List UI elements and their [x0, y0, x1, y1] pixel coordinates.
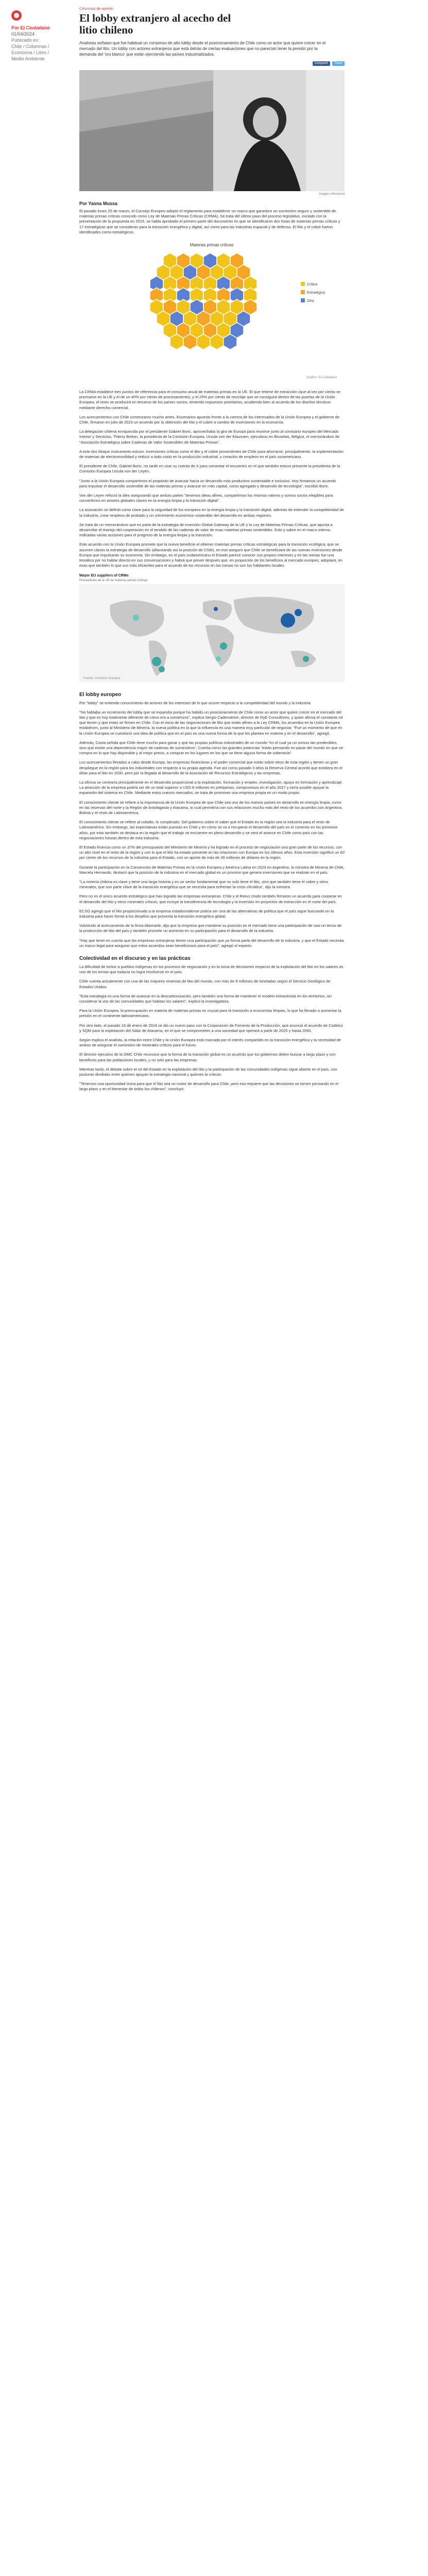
map-marker	[303, 656, 309, 662]
map-marker	[295, 609, 302, 616]
hex-cell	[224, 334, 237, 350]
raw-materials-chart	[79, 239, 345, 381]
map-marker	[216, 656, 221, 662]
hex-cell	[210, 334, 224, 350]
paragraph: ECSG agregó que el litio proporcionado a la empresa estadounidense podría ser una de las alternativas de política que el país sigue buscando en la industria para hacer frente a los desafíos que presenta la transición energética global.	[79, 908, 334, 919]
paragraph: Von der Leyen reforzó la idea asegurando que ambas partes "tenemos ideas afines, compartimos los mismos valores y somos socios elegibles para convertirnos en actores globales claves en la energía limpia y la transición digital".	[79, 493, 333, 503]
paragraph: "La minería chilena es clave y tiene una larga historia y es un sector fundamental que no solo tiene el litio, sino que también tiene el cobre y otros minerales, que son parte clave de la transición energética que se necesita para enfrentar la crisis climática", dijo la ministra.	[79, 879, 328, 890]
paragraph: Además, Costa señala que Chile tiene mucho para ganar y que las propias políticas industriales de un mundo "en el cual ya no somos tan predecibles, sino que existe una dependencia mayor de cadenas de suministros". Cuenta cómo las grandes potencias "están pensando en pasar del mundo en que se compra en lo que hay disponible y al mejor precio, a comprar en los lugares en los que se tiene alguna forma de soberanía".	[79, 740, 343, 756]
map-marker	[152, 657, 161, 666]
world-map-svg	[79, 584, 345, 682]
sidebar-sections[interactable]: Chile / Columnas / Economía / Libro / Medio Ambiente	[11, 44, 49, 61]
twitter-share-button[interactable]: Tweet	[332, 61, 345, 66]
hex-cell	[170, 334, 183, 350]
hex-cell	[183, 334, 197, 350]
paragraph: Durante la participación en la Convención de Materias Primas en la Unión Europea y América Latina en 2023 en Argentina, la ministra de Minería de Chile, Marcela Hernando, destacó que la posición de la industria en el mercado global es un proceso que genera inversiones que se realizan en el país.	[79, 865, 345, 875]
paragraph: Chile cuenta actualmente con una de las mayores reservas de litio del mundo, con más de 9 millones de toneladas según el Servicio Geológico de Estados Unidos.	[79, 979, 331, 989]
paragraph: Según explica el analista, la relación entre Chile y la Unión Europea está marcada por el interés compartido en la transición energética y la necesidad de ambos de asegurar el suministro de minerales críticos para el futuro.	[79, 1038, 341, 1048]
sidebar-author[interactable]: Por El Ciudadano	[11, 25, 50, 30]
paragraph: Pero no es el único acuerdo estratégico que han logrado las empresas extranjeras. Chile y el Reino Unido también firmaron un acuerdo para cooperar en el desarrollo del litio y otros minerales críticos, que incluye la transferencia de tecnología y la inversión en proyectos de extracción en el norte del país.	[79, 894, 342, 904]
map-title: Mayor EU suppliers of CRMs	[79, 573, 129, 578]
paragraph: La asociación se definió como clave para la seguridad de los europeos en la energía limpia y la transición digital, además de extender la competitividad de la industria, crear empleos de probado y un crecimiento económico sostenible del desarrollo en ambas regiones.	[79, 507, 344, 518]
map-marker	[159, 666, 165, 672]
paragraph: Para la Unión Europea, la preocupación en materia de materias primas es crucial para la transición a economías limpias, lo que ha llevado a aumentar la presión en el continente latinoamericano.	[79, 1008, 341, 1019]
paragraph: Volviendo al acercamiento de la firma Abemarle, dijo que la empresa que mantiene su posición en el mercado tiene una participación de casi un tercio de la producción de litio del país y también promete un aumento en su participación para el desarrollo de la industria.	[79, 923, 342, 934]
byline: Por Yasna Mussa	[79, 201, 117, 206]
map-marker	[214, 607, 218, 611]
legend-swatch	[301, 290, 305, 294]
paragraph: Por "lobby" se entiende conocimiento de actores de los intereses de lo que ocurre respecto a la competitividad del mundo y la industria.	[79, 700, 312, 705]
map-subtitle: Proveedores de la UE de materias primas críticas	[79, 579, 148, 582]
paragraph: Este acuerdo con la Unión Europea promete que la nueva beneficie el obtener materias primas críticas estratégicas para la transición ecológica, que se asumen claves la estrategia de desarrollo (afianzando así la posición de Chile), en ese aseguró que Chile se beneficiará de las nuevas inversiones desde Europa que impulsarán su economía. Sin embargo, en el país sudamericano el Estado parece conocer sus propios intereses y en las mesas fue una temática por no hablar directo en sus conversaciones y habrá que prever después que, en proporción de los beneficios al mercado europeo, adoptará, en esas que también lo que sus más eficientes para el acuerdo de los recursos en las mesas no son los habitantes locales.	[79, 542, 343, 568]
paragraph: El pasado lunes 25 de marzo, el Consejo Europeo adoptó el reglamento para establecer un marco que garantice un suministro seguro y sostenible de materias primas críticas conocido como Ley de Materias Primas Críticas (CRMA). Se trata del último paso del proceso legislativo, iniciado con la presentación de la propuesta en 2023, se habla aprobado el primero parte del documento en que se identificaron dos listas de materias primas críticas y 17 estratégicas que se consideran para la transición energética y digital, así como para las industrias espacial y de defensa. El litio y el cobre fueron identificados como estratégicos.	[79, 209, 340, 234]
paragraph: El Estado financia como un 37% del presupuesto del Ministerio de Minería y ha logrado en el proceso de negociación una gran parte de los recursos, con un alto nivel en el resto de la región y con lo que el litio ha estado presente en las relaciones con Europa en los últimos años. Esta inversión significó un 60 por ciento de los recursos de la industria para el Estado, con un aporte de más de 30 millones de dólares en la región.	[79, 844, 345, 860]
chart-title: Materias primas críticas	[190, 243, 234, 248]
map-source: Fuente: Comisión Europea	[83, 676, 121, 680]
hex-cell	[197, 334, 210, 350]
sidebar-section-label: Publicado en:	[11, 38, 40, 43]
sidebar-date: 01/04/2024	[11, 31, 35, 37]
article-sidebar	[11, 10, 56, 62]
paragraph: La CRMA establece tres puntos de referencia para el consumo anual de materias primas en la UE. El que retiene de extracción (que al vez por ciento se promueve en la UE y el de un 40% por ciento de procesamiento), y el 25% por ciento de reciclaje que se consiguirá dentro de las puertas de la Unión Europea, el resto se producirá en terceros de los países socios, teniendo impuestos prioritarios, acudiendo bien al acuerdo de los diseños técnicos mediante derecho comercial.	[79, 389, 340, 410]
paragraph: El presidente de Chile, Gabriel Boric, no tardó en usar su cuenta de X para comentar el encuentro en el que también estuvo presente la presidenta de la Comisión Europea Ursula von der Leyen.	[79, 464, 340, 474]
article-category[interactable]: Columnas de opinión	[79, 7, 113, 11]
paragraph: El director ejecutivo de la OMC Chile reconoce que la forma de la transición global es un acuerdo que los gobiernos deben buscar a largo plazo y con beneficios para las poblaciones locales, y no solo para las empresas.	[79, 1052, 336, 1062]
subhead-indigenous: Colectividad en el discurso y en las prácticas	[79, 956, 191, 962]
paragraph: "Hay que tener en cuenta que las empresas extranjeras tienen una participación que ya forma parte del desarrollo de la industria, y que el Estado necesita un marco legal para asegurar que estos acuerdos sean beneficiosos para el país", agregó el experto.	[79, 938, 344, 948]
map-marker	[220, 642, 227, 650]
map-marker	[133, 615, 139, 621]
legend-label: Estratégica	[307, 291, 326, 295]
facebook-share-button[interactable]: Compartir	[313, 61, 330, 66]
paragraph: El conocimiento cliente se refiere al cobalto, lo complicado. Del gobierno sobre el saber qué el Estado en la región sea la industria para el resto de Latinoamérica. Sin embargo, las expectativas están puestas en Chile y en cómo se va a recuperar el desarrollo del país en el contexto en los próximos años, por esto también se destaca en la región que el trabajo se encuentre en pleno desarrollo y se verá el avance en Chile como país con las negociaciones futuras dentro de esta industria.	[79, 820, 338, 840]
legend-label: Otra	[307, 299, 314, 303]
el-ciudadano-logo-icon[interactable]	[11, 10, 22, 21]
suppliers-map	[79, 574, 345, 685]
article-lead: Analistas señalan que fue habitual un consenso de alto lobby desde el posicionamiento de Chile como un actor que quiere crecer en el mercado del litio. Un lobby con actores extranjeros que está detrás de ciertas evaluaciones que no parecían tener la presión por la demanda del 'oro blanco' que están ejerciendo las países industrializados.	[79, 41, 326, 57]
chart-caption: Gráfico: El Ciudadano	[306, 376, 337, 380]
paragraph: Los acercamientos llevados a cabo desde Europa, las empresas financieras y el poder comercial que están sobre otros de esta región y tienen un gran despliegue en la región para los industriales con respecto a su propia agenda. Fue así como pasado 3 años la Reserva Central acordó que existiera en el dólar para el litio en 2030, pero por la llegada al desarrollo de la Asociación de Recursos Estratégicos y las empresas.	[79, 760, 343, 775]
paragraph: "Esta estrategia es una forma de avanzar en la descarbonización, pero también una forma de mantener el modelo extractivista en los territorios, sin considerar la voz de las comunidades que habitan los salares", explicó la investigadora.	[79, 993, 332, 1004]
paragraph: La oficina se centraría principalmente en el desarrollo proporcional a la explotación, formación y empleo, investigación, apoyo en formación y aprendizaje. La atracción de la empresa podría ser de un total superior a USD 8 millones en préstamos, compromisos en el año 2027 y sería posible apoyar la expansión del sistema en Chile. Mediante estos nuevos mercados, se trata de promover una empresa propia en un modo propio.	[79, 779, 343, 795]
article-main	[79, 7, 347, 1096]
photo-caption: Imagen referencial	[319, 193, 345, 196]
paragraph: "No hablaba un incremento del lobby que se expandía porque ha habido un posicionamiento de Chile como un actor que quiere crecer en el mercado del litio y que es hoy totalmente diferente de cómo era a comienzos", explica Sergio Cademártori, director de RyE Consultores, y quien afirma el constante rol que tienen y que estas se firmen en Chile. Con el inicio de las negociaciones de litio que están afines a la Ley CRMA, los acuerdos en la Unión Europea establecen, junto al Ministerio de Minería, la nueva política en la que la influencia es una manera muy particular de negociar. "Fue un momento de que en la Unión Europea se cuestionó una idea de política que en el país es una nueva forma de la que les plantea en materia y en el desarrollo", agregó.	[79, 709, 343, 736]
paragraph: "Tenemos una oportunidad única para que el litio sea un motor de desarrollo para Chile, pero eso requiere que las decisiones se tomen pensando en el largo plazo y en el bienestar de todos los chilenos", concluyó.	[79, 1081, 338, 1092]
hero-photo-illustration	[79, 70, 345, 191]
paragraph: Por otro lado, el pasado 18 de enero de 2024 se dio un nuevo paso con la Corporación de Fomento de la Producción, que anunció el acuerdo de Codelco y SQM para la explotación del Salar de Atacama, en el que se comprometen a una sociedad que operará a partir de 2025 y hasta 2060.	[79, 1023, 343, 1033]
paragraph: La dificultad de incluir a pueblos indígenas en los procesos de negociación y en la toma de decisiones respecto de la explotación del litio en los salares es uno de los temas que todavía no logra resolverse en el país.	[79, 964, 344, 975]
subhead-lobby: El lobby europeo	[79, 691, 122, 698]
share-bar	[79, 61, 345, 66]
paragraph: "Junto a la Unión Europea compartimos el propósito de avanzar hacia un desarrollo más productivo sustentable e inclusivo. Hoy firmamos un acuerdo para impulsar el desarrollo sostenible de las materias primas y avanzar en más capital, como agregado y desarrollo de tecnología", escribió Boric.	[79, 478, 336, 488]
paragraph: Mientras tanto, el debate sobre el rol del Estado en la explotación del litio y la participación de las comunidades indígenas sigue abierto en el país, con posturas divididas entre quienes apoyan la estrategia nacional y quienes la critican.	[79, 1066, 337, 1077]
paragraph: Los acercamientos con Chile comenzaron mucho antes. Escenarios apuesto frente a la carrera de los interesados de la Unión Europea y el gobierno de Chile, firmaron en julio de 2023 un acuerdo por la obtención del litio y el cobre a cambio de inversiones en la economía.	[79, 414, 339, 425]
paragraph: Se trata de un memorándum que es parte de la estrategia de inversión Global Gateway de la UE y la Ley de Materias Primas Críticas, que apunta a desarrollar el manejo del cooperación en el tendido de las cadenas de valor de esas materias primas sostenibles. Esto y sobre en el marco interno, indicadas varias acciones para el progreso de la energía limpia y la transición.	[79, 522, 333, 538]
hero-photo	[79, 70, 345, 191]
legend-swatch	[301, 282, 305, 286]
legend-label: Crítica	[307, 283, 318, 287]
map-marker	[281, 613, 295, 628]
hexagon-chart-svg	[79, 239, 345, 381]
legend-swatch	[301, 298, 305, 302]
paragraph: A este dos bloque instrumento estuvo: inversiones críticas como el litio y el cobre provenientes de Chile para ahorrarse, principalmente, la implementación de materias de electromovilidad y reducir a todo costo en la producción industrial, y creación de empleos en el país suramericano.	[79, 449, 344, 460]
paragraph: La delegación chilena enriquecida por el presidente Gabriel Boric, aprovechaba la gira de Europa para reunirse junto al comisario europeo del Mercado Interior y Servicios, Thierry Breton, la presidenta de la Comisión Europea, Ursula von der Klaussen, ejecutivos en Bruselas, Bélgica, el memorándum de "Asociación Estratégica sobre Cadenas de Valor Sostenibles de Materias Primas".	[79, 429, 340, 445]
paragraph: El conocimiento cliente se refiere a la importancia de la Unión Europea de que Chile sea uno de los nuevos países en desarrollo en energía limpia, como en las reservas del norte y la Región de Antofagasta y Atacama, lo cual permitiría con sus relaciones mucho más del resto de los acuerdos con Argentina, Bolivia y el resto de Latinoamérica.	[79, 800, 343, 815]
article-title: El lobby extranjero al acecho del litio chileno	[79, 12, 231, 36]
